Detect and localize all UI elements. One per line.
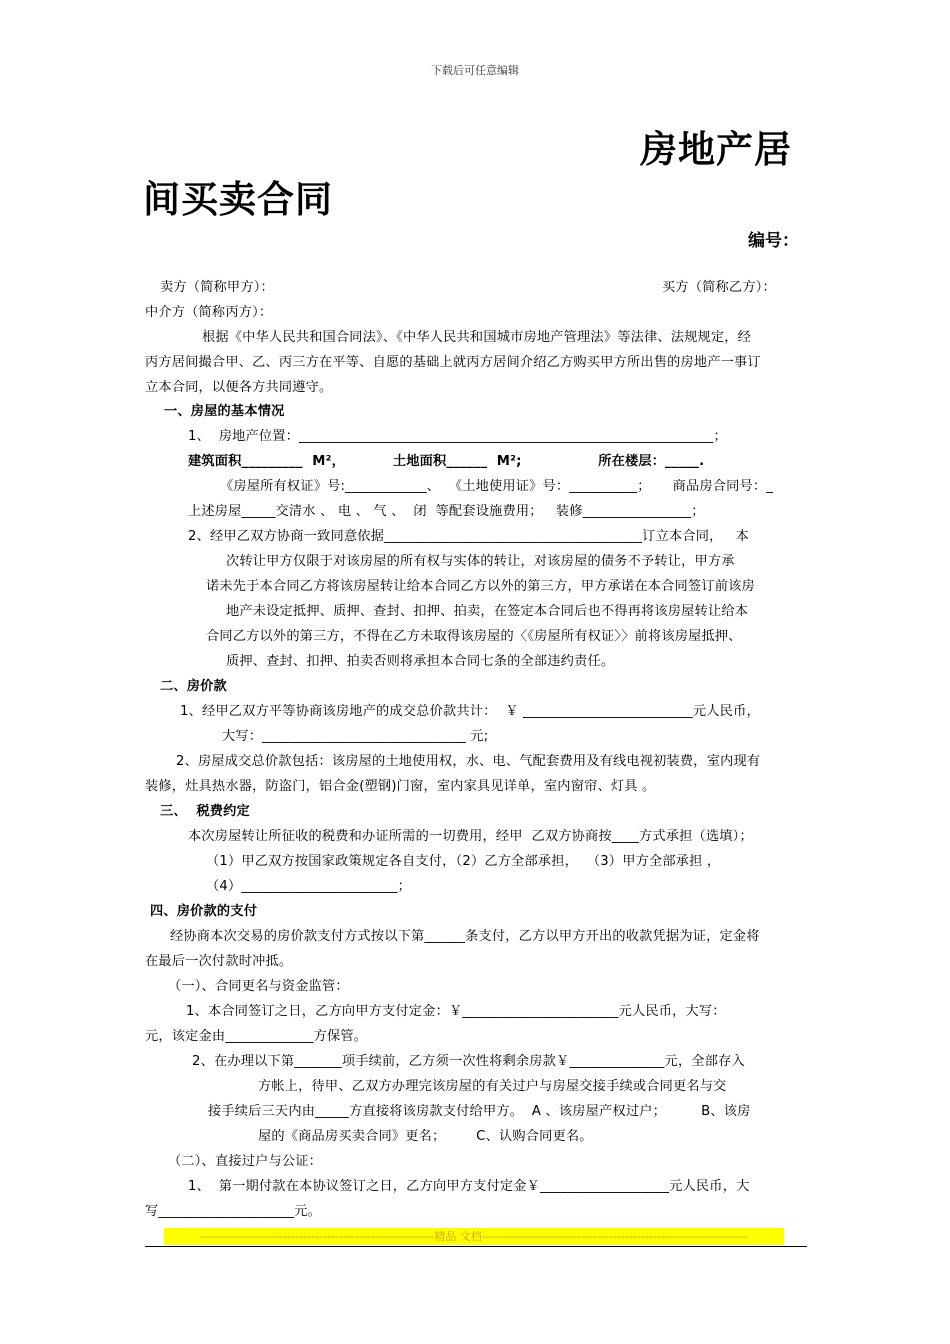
subsection-4-2-heading: （二）、直接过户与公证： <box>168 1154 323 1169</box>
section-4-heading: 四、房价款的支付 <box>150 904 258 919</box>
clause-4-1-1-line-2: 元，该定金由_____________方保管。 <box>145 1029 368 1044</box>
clause-1-2-line-3: 诺未先于本合同乙方将该房屋转让给本合同乙方以外的第三方，甲方承诺在本合同签订前该房 <box>206 579 755 594</box>
clause-1-2-line-4: 地产未设定抵押、质押、查封、扣押、拍卖，在签定本合同后也不得再将该房屋转让给本 <box>226 604 749 619</box>
footer-rule <box>145 1246 807 1247</box>
clause-3-options: （1）甲乙双方按国家政策规定各自支付，（2）乙方全部承担， （3）甲方全部承担 ， <box>206 854 721 869</box>
clause-4-1-2: 2、在办理以下第_______项手续前，乙方须一次性将剩余房款￥______________元，全部存入 <box>192 1054 745 1069</box>
contract-number-label: 编号： <box>748 231 799 251</box>
clause-3-option-4: （4）_______________________； <box>206 879 412 894</box>
clause-4-body-line-2: 在最后一次付款时冲抵。 <box>145 954 293 969</box>
clause-facilities: 上述房屋_____交清水 、 电 、 气 、 闭 等配套设施费用； 装修________________； <box>188 504 705 519</box>
clause-1-2-line-6: 质押、查封、扣押、拍卖否则将承担本合同七条的全部违约责任。 <box>226 654 615 669</box>
clause-4-body: 经协商本次交易的房价款支付方式按以下第______条支付，乙方以甲方开出的收款凭据为证，定金将 <box>170 929 760 944</box>
header-note: 下载后可任意编辑 <box>431 64 519 77</box>
clause-certificates: 《房屋所有权证》号:____________、 《土地使用证》号：__________； 商品房合同号：_ <box>220 479 774 494</box>
agent-label: 中介方（简称丙方）： <box>145 305 273 320</box>
clause-4-1-2-line-3: 接手续后三天内由_____方直接将该房款支付给甲方。 A 、该房屋产权过户； B、该房 <box>208 1104 751 1119</box>
title-line-1: 房地产居 <box>640 128 792 171</box>
clause-1-2-line-2: 次转让甲方仅限于对该房屋的所有权与实体的转让，对该房屋的债务不予转让，甲方承 <box>226 554 735 569</box>
section-2-heading: 二、房价款 <box>160 679 227 694</box>
clause-area: 建筑面积_________ M²， 土地面积______ M²; 所在楼层：_____. <box>188 454 705 469</box>
footer-text: -----------------------------------------------------------精品 文档------------------------------------------------------------------- <box>200 1230 748 1243</box>
section-1-heading: 一、房屋的基本情况 <box>164 404 285 419</box>
section-3-heading: 三、 税费约定 <box>160 804 250 819</box>
clause-2-1: 1、经甲乙双方平等协商该房地产的成交总价款共计： ￥ _________________________元人民币， <box>180 704 760 719</box>
title-line-2: 间买卖合同 <box>143 178 333 221</box>
clause-4-1-2-line-2: 方帐上，待甲、乙双方办理完该房屋的有关过户与房屋交接手续或合同更名与交 <box>258 1079 727 1094</box>
intro-line-1: 根据《中华人民共和国合同法》、《中华人民共和国城市房地产管理法》等法律、法规规定，经 <box>202 330 752 345</box>
seller-label: 卖方（简称甲方）： <box>160 280 274 295</box>
intro-line-3: 立本合同，以便各方共同遵守。 <box>145 380 333 395</box>
subsection-4-1-heading: （一）、合同更名与资金监管： <box>168 979 349 994</box>
clause-4-2-1-line-2: 写____________________元。 <box>145 1204 322 1219</box>
clause-3-body: 本次房屋转让所征收的税费和办证所需的一切费用，经甲 乙双方协商按____方式承担（选填）； <box>188 829 753 844</box>
clause-1-2-line-5: 合同乙方以外的第三方，不得在乙方未取得该房屋的〈《房屋所有权证〉〉前将该房屋抵押、 <box>206 629 742 644</box>
clause-2-2: 2、房屋成交总价款包括：该房屋的土地使用权，水、电、气配套费用及有线电视初装费，室内现有 <box>176 754 761 769</box>
clause-4-1-2-line-4: 屋的《商品房买卖合同》更名； C、认购合同更名。 <box>258 1129 593 1144</box>
clause-1-1: 1、 房地产位置：_____________________________________________________________； <box>188 429 727 444</box>
clause-1-2: 2、经甲乙双方协商一致同意依据______________________________________订立本合同， 本 <box>188 529 750 544</box>
clause-4-1-1: 1、本合同签订之日，乙方向甲方支付定金：￥_______________________元人民币，大写： <box>186 1004 726 1019</box>
buyer-label: 买方（简称乙方）： <box>662 280 776 295</box>
clause-2-2-line-2: 装修，灶具热水器，防盗门，铝合金(塑钢)门窗，室内家具见详单，室内窗帘、灯具 。 <box>145 779 656 794</box>
clause-2-1-amount: 大写：______________________________ 元; <box>222 729 489 744</box>
intro-line-2: 丙方居间撮合甲、乙、丙三方在平等、自愿的基础上就丙方居间介绍乙方购买甲方所出售的房地产一事订 <box>145 355 761 370</box>
clause-4-2-1: 1、 第一期付款在本协议签订之日，乙方向甲方支付定金￥___________________元人民币，大 <box>188 1179 750 1194</box>
